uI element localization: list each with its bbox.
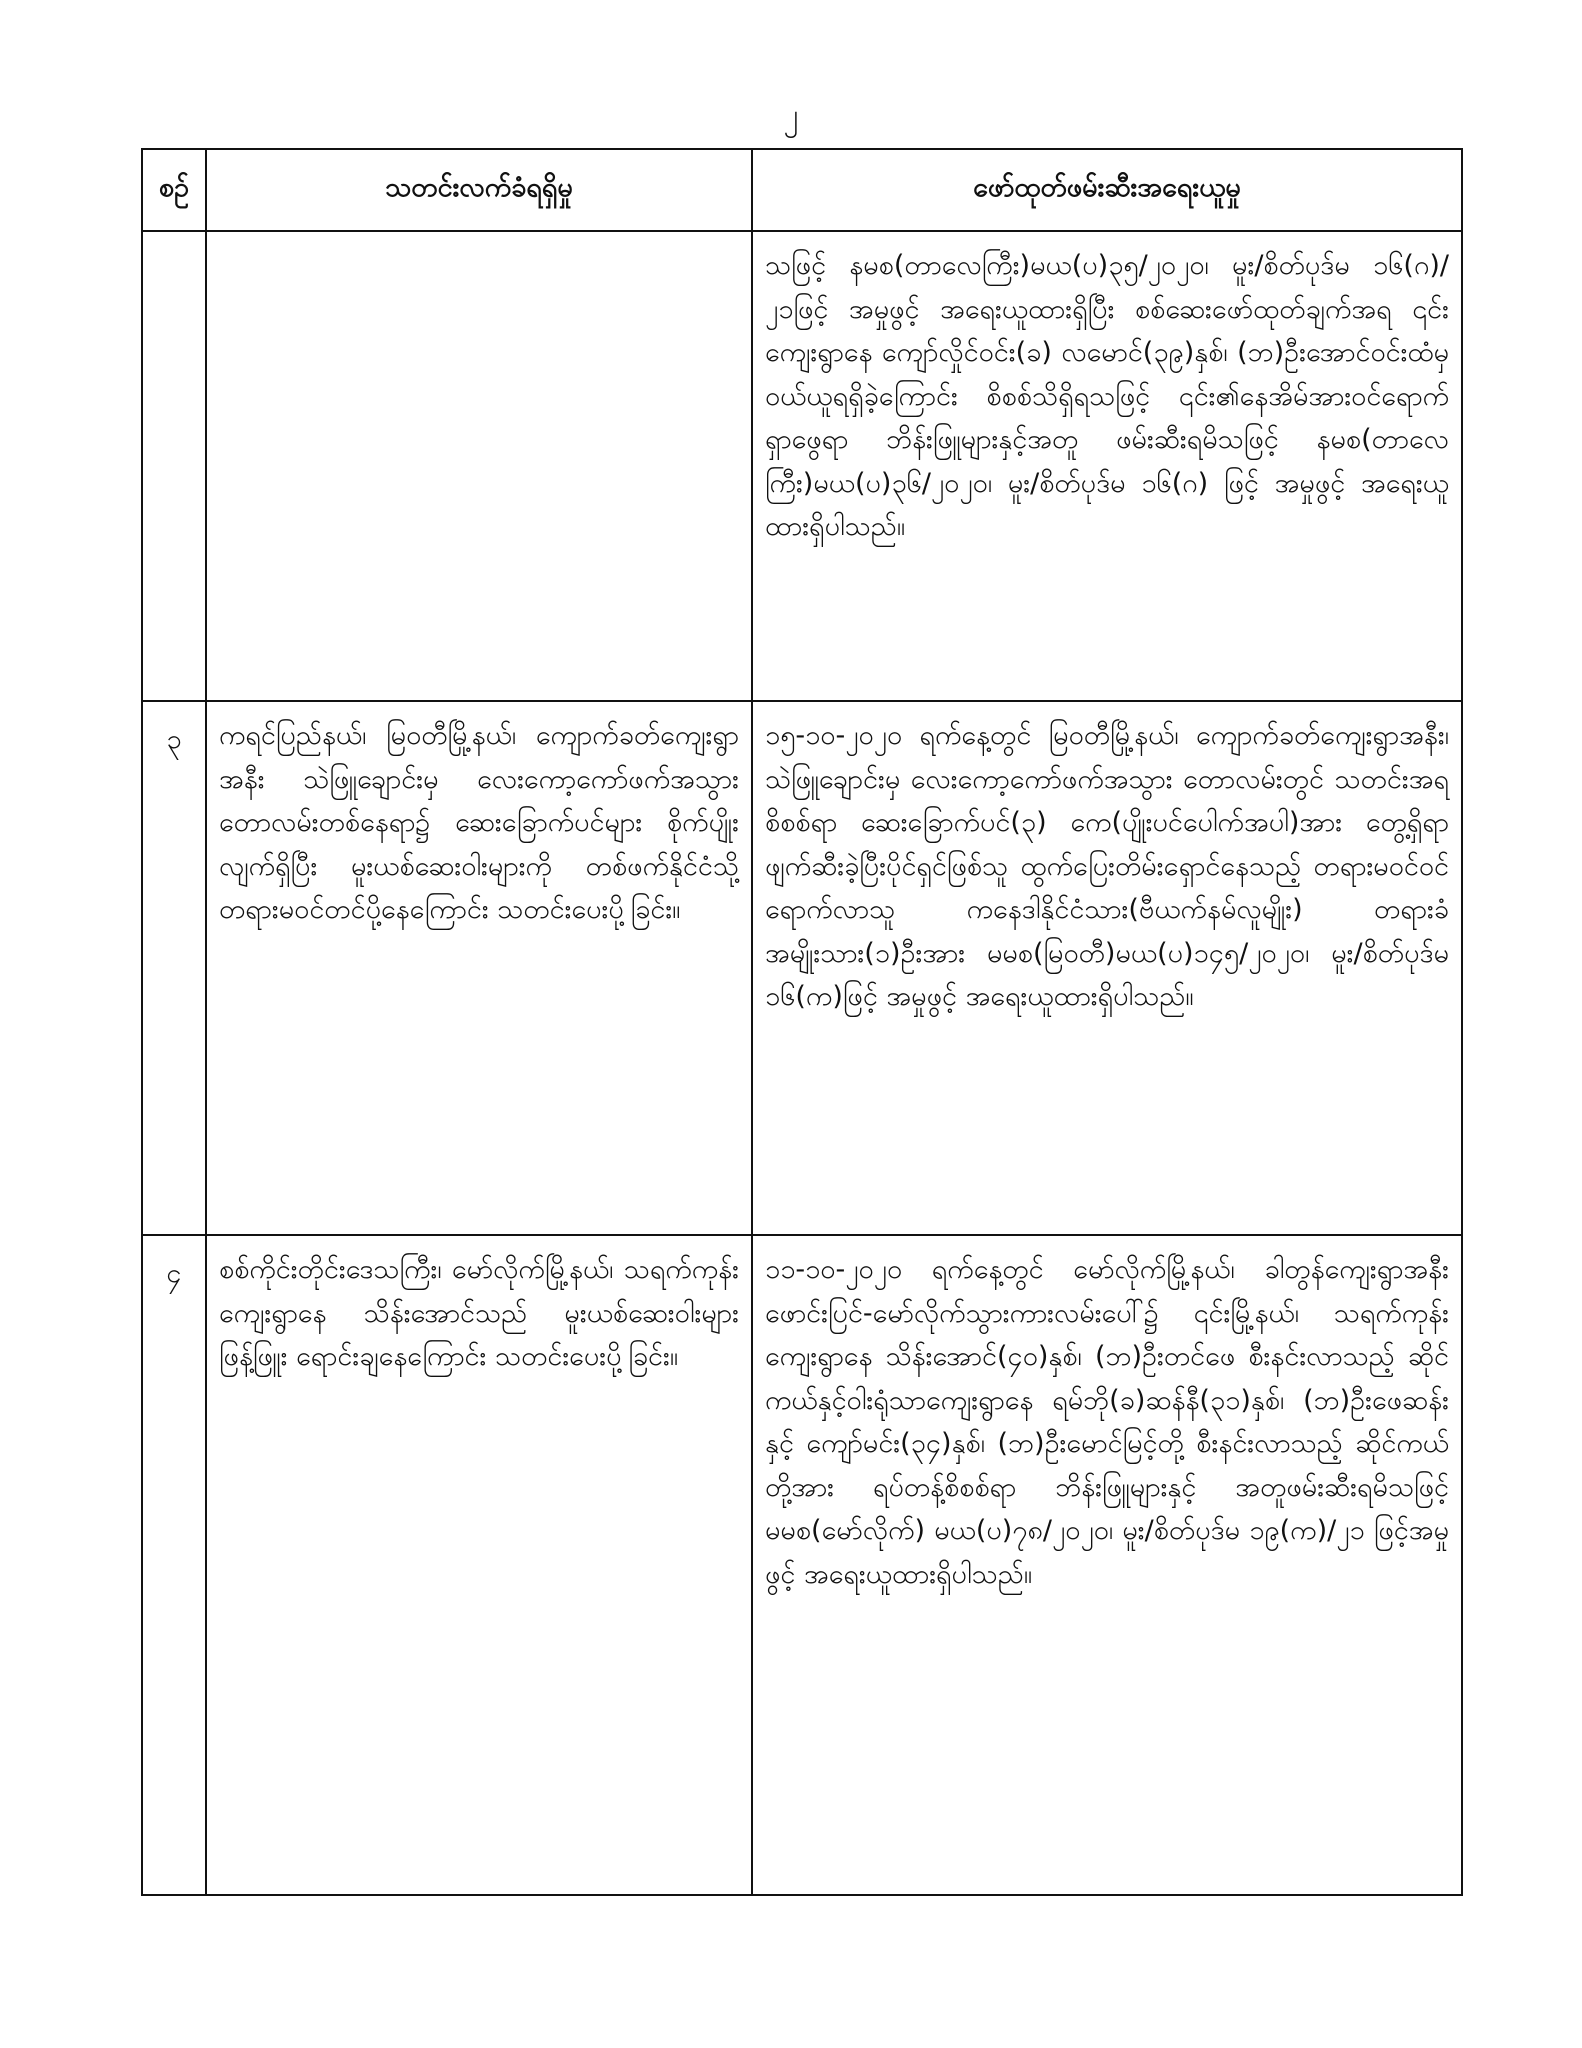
header-number: စဉ် bbox=[142, 149, 206, 231]
row-report bbox=[206, 1235, 752, 1895]
header-action: ဖော်ထုတ်ဖမ်းဆီးအရေးယူမှု bbox=[752, 149, 1462, 231]
row-number: ၃ bbox=[142, 701, 206, 1235]
row-action-text: ၁၅-၁၀-၂၀၂၀ ရက်နေ့တွင် မြဝတီမြို့နယ်၊ ကျောက်ခတ်ကျေးရွာအနီး၊ သဲဖြူချောင်းမှ လေးကော့ကော်ဖက်အသွား တောလမ်းတွင် သတင်းအရစိစစ်ရာ ဆေးခြောက်ပင်(၃) ကေ(ပျိုးပင်ပေါက်အပါ)အား တွေ့ရှိရာဖျက်ဆီးခဲ့ပြီးပိုင်ရှင်ဖြစ်သူ ထွက်ပြေးတိမ်းရှောင်နေသည့် တရားမဝင်ဝင်ရောက်လာသူ ကနေဒါနိုင်ငံသား(ဗီယက်နမ်လူမျိုး) တရားခံအမျိုးသား(၁)ဦးအား မမစ(မြဝတီ)မယ(ပ)၁၄၅/၂၀၂၀၊ မူး/စိတ်ပုဒ်မ ၁၆(က)ဖြင့် အမှုဖွင့် အရေးယူထားရှိပါသည်။ bbox=[765, 720, 1449, 1012]
row-action bbox=[752, 701, 1462, 1235]
table-row bbox=[142, 231, 1462, 701]
row-action-text: ၁၁-၁၀-၂၀၂၀ ရက်နေ့တွင် မော်လိုက်မြို့နယ်၊ ခါတွန်ကျေးရွာအနီး ဖောင်းပြင်-မော်လိုက်သွားကားလမ်းပေါ်၌ ၎င်းမြို့နယ်၊ သရက်ကုန်းကျေးရွာနေ သိန်းအောင်(၄၀)နှစ်၊ (ဘ)ဦးတင်ဖေ စီးနင်းလာသည့် ဆိုင်ကယ်နှင့်ဝါးရုံသာကျေးရွာနေ ရမ်ဘို(ခ)ဆန်နီ(၃၁)နှစ်၊ (ဘ)ဦးဖေဆန်းနှင့် ကျော်မင်း(၃၄)နှစ်၊ (ဘ)ဦးမောင်မြင့်တို့ စီးနင်းလာသည့် ဆိုင်ကယ်တို့အား ရပ်တန့်စိစစ်ရာ ဘိန်းဖြူများနှင့် အတူဖမ်းဆီးရမိသဖြင့် မမစ(မော်လိုက်) မယ(ပ)၇၈/၂၀၂၀၊ မူး/စိတ်ပုဒ်မ ၁၉(က)/၂၁ ဖြင့်အမှုဖွင့် အရေးယူထားရှိပါသည်။ bbox=[765, 1254, 1449, 1590]
table-row bbox=[142, 701, 1462, 1235]
table-row bbox=[142, 1235, 1462, 1895]
row-report-text: ကရင်ပြည်နယ်၊ မြဝတီမြို့နယ်၊ ကျောက်ခတ်ကျေးရွာအနီး သဲဖြူချောင်းမှ လေးကော့ကော်ဖက်အသွား တောလမ်းတစ်နေရာ၌ ဆေးခြောက်ပင်များ စိုက်ပျိုးလျက်ရှိပြီး မူးယစ်ဆေးဝါးများကို တစ်ဖက်နိုင်ငံသို့ တရားမဝင်တင်ပို့နေကြောင်း သတင်းပေးပို့ခြင်း။ bbox=[219, 720, 739, 925]
row-action-text: သဖြင့် နမစ(တာလေကြီး)မယ(ပ)၃၅/၂၀၂၀၊ မူး/စိတ်ပုဒ်မ ၁၆(ဂ)/၂၁ဖြင့် အမှုဖွင့် အရေးယူထားရှိပြီး စစ်ဆေးဖော်ထုတ်ချက်အရ ၎င်းကျေးရွာနေ ကျော်လှိုင်ဝင်း(ခ) လမောင်(၃၉)နှစ်၊ (ဘ)ဦးအောင်ဝင်းထံမှ ဝယ်ယူရရှိခဲ့ကြောင်း စိစစ်သိရှိရသဖြင့် ၎င်း၏နေအိမ်အားဝင်ရောက်ရှာဖွေရာ ဘိန်းဖြူများနှင့်အတူ ဖမ်းဆီးရမိသဖြင့် နမစ(တာလေကြီး)မယ(ပ)၃၆/၂၀၂၀၊ မူး/စိတ်ပုဒ်မ ၁၆(ဂ) ဖြင့် အမှုဖွင့် အရေးယူထားရှိပါသည်။ bbox=[765, 250, 1449, 542]
row-action bbox=[752, 1235, 1462, 1895]
page-number: ၂ bbox=[783, 98, 799, 133]
header-report: သတင်းလက်ခံရရှိမှု bbox=[206, 149, 752, 231]
row-report bbox=[206, 231, 752, 701]
row-action bbox=[752, 231, 1462, 701]
row-report-text: စစ်ကိုင်းတိုင်းဒေသကြီး၊ မော်လိုက်မြို့နယ်၊ သရက်ကုန်းကျေးရွာနေ သိန်းအောင်သည် မူးယစ်ဆေးဝါးများဖြန့်ဖြူး ရောင်းချနေကြောင်း သတင်းပေးပို့ခြင်း။ bbox=[219, 1254, 739, 1372]
report-table bbox=[141, 148, 1463, 1896]
row-report bbox=[206, 701, 752, 1235]
row-number: ၄ bbox=[142, 1235, 206, 1895]
table-header-row bbox=[142, 149, 1462, 231]
row-number bbox=[142, 231, 206, 701]
